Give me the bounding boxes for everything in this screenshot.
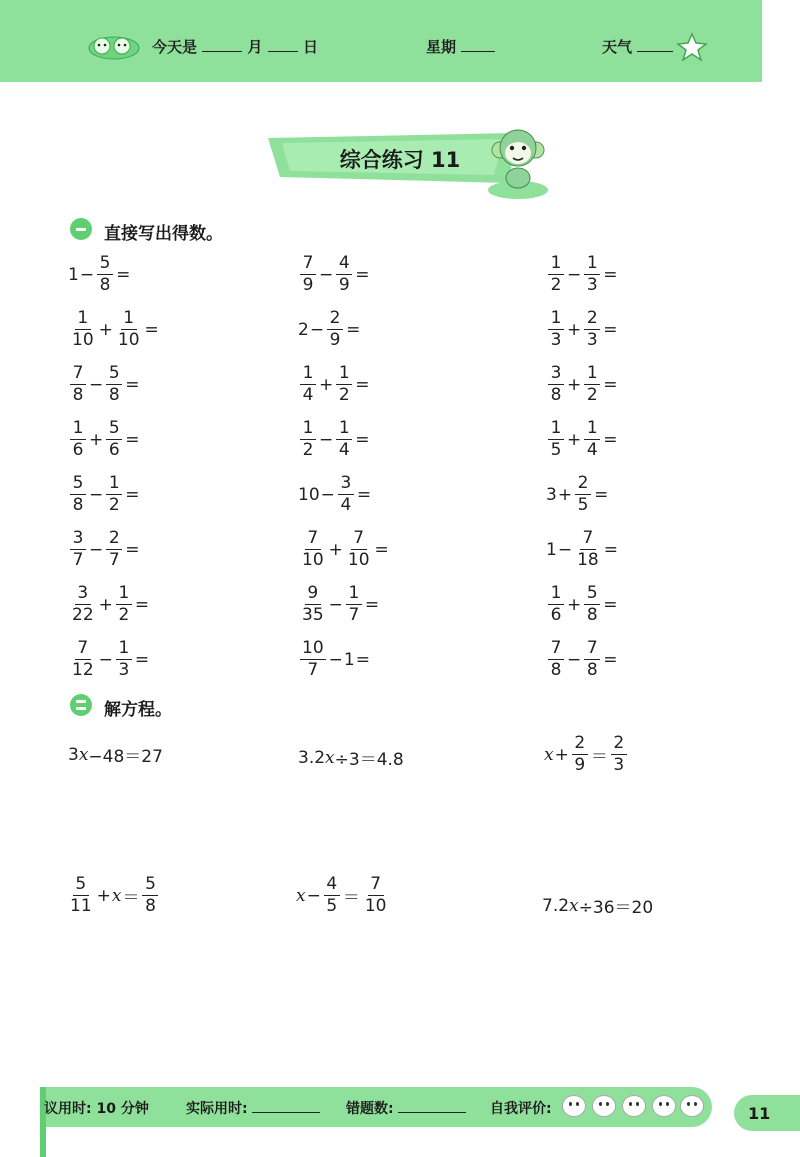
denominator: 2 xyxy=(338,385,350,405)
numerator: 1 xyxy=(300,420,316,440)
arithmetic-problem xyxy=(298,255,371,294)
arithmetic-problem xyxy=(298,310,361,349)
operator: + xyxy=(328,539,343,560)
operator: + xyxy=(567,319,582,340)
equals-sign: = xyxy=(356,484,372,505)
fraction xyxy=(548,640,564,679)
numerator: 5 xyxy=(106,365,122,385)
fraction xyxy=(70,530,86,569)
arithmetic-problem xyxy=(68,640,150,679)
equals-sign: = xyxy=(125,539,140,560)
denominator: 9 xyxy=(338,275,350,295)
numerator: 3 xyxy=(70,530,86,550)
arithmetic-problem xyxy=(546,585,619,624)
fraction xyxy=(70,585,96,624)
section-one-title: 直接写出得数。 xyxy=(104,224,223,244)
equation-5: x − $\frac{4}{5}$ ＝ $\frac{7}{10}$ xyxy=(296,874,387,916)
numerator: 3 xyxy=(75,585,91,605)
numerator: 5 xyxy=(97,255,113,275)
denominator: 6 xyxy=(550,605,562,625)
equals-sign: = xyxy=(603,429,618,450)
denominator: 8 xyxy=(550,385,562,405)
denominator: 7 xyxy=(348,605,360,625)
denominator: 7 xyxy=(307,660,319,680)
denominator: 2 xyxy=(550,275,562,295)
fraction xyxy=(116,585,132,624)
arithmetic-problem xyxy=(68,420,141,459)
denominator: 4 xyxy=(340,495,352,515)
fraction xyxy=(70,420,86,459)
numerator: 9 xyxy=(305,585,321,605)
numerator: 7 xyxy=(580,530,596,550)
denominator: 10 xyxy=(117,330,140,350)
denominator: 35 xyxy=(302,605,324,625)
weather-blank[interactable] xyxy=(637,50,673,52)
operator: + xyxy=(567,429,582,450)
section-one-icon xyxy=(70,218,92,240)
self-evaluation-label: 自我评价: xyxy=(490,1101,552,1117)
numerator: 7 xyxy=(305,530,321,550)
operator: − xyxy=(319,429,334,450)
arithmetic-problem xyxy=(546,530,619,569)
actual-time: 实际用时: xyxy=(186,1098,320,1118)
operator: − xyxy=(319,264,334,285)
rating-face-icon[interactable] xyxy=(652,1095,676,1117)
equation-3: x + $\frac{2}{9}$ ＝ $\frac{2}{3}$ xyxy=(544,735,629,774)
operator: + xyxy=(89,429,104,450)
fraction xyxy=(584,365,600,404)
fraction xyxy=(548,255,564,294)
page-title: 综合练习 11 xyxy=(339,148,461,172)
numerator: 2 xyxy=(584,310,600,330)
fraction xyxy=(584,420,600,459)
fraction xyxy=(327,310,343,349)
fraction xyxy=(336,420,352,459)
arithmetic-problem xyxy=(68,475,141,514)
denominator: 10 xyxy=(347,550,370,570)
arithmetic-problem xyxy=(298,530,390,569)
numerator: 1 xyxy=(548,255,564,275)
fraction xyxy=(300,365,316,404)
equals-sign: = xyxy=(125,484,140,505)
equals-sign: = xyxy=(355,264,370,285)
suggested-time: 议用时: 10 分钟 xyxy=(44,1101,149,1117)
equation-4: $\frac{5}{11}$ + x ＝ $\frac{5}{8}$ xyxy=(66,876,160,915)
equation-6: 7.2 x ÷36＝20 xyxy=(542,895,654,918)
equals-sign: = xyxy=(355,649,370,670)
fraction xyxy=(70,640,96,679)
denominator: 8 xyxy=(72,385,84,405)
operator: − xyxy=(567,649,582,670)
operator: − xyxy=(89,484,104,505)
numerator: 3 xyxy=(548,365,564,385)
denominator: 3 xyxy=(586,330,598,350)
rating-face-icon[interactable] xyxy=(622,1095,646,1117)
denominator: 8 xyxy=(550,660,562,680)
fraction xyxy=(300,420,316,459)
numerator: 5 xyxy=(584,585,600,605)
numerator: 1 xyxy=(106,475,122,495)
day-blank[interactable] xyxy=(268,50,298,52)
operator: + xyxy=(98,594,113,615)
fraction xyxy=(575,475,591,514)
equals-sign: = xyxy=(355,374,370,395)
fraction xyxy=(300,255,316,294)
equation-1: 3 x −48＝27 xyxy=(68,744,163,767)
fraction xyxy=(584,255,600,294)
operator: − xyxy=(89,374,104,395)
numerator: 1 xyxy=(548,310,564,330)
fraction xyxy=(346,585,362,624)
numerator: 2 xyxy=(106,530,122,550)
fraction xyxy=(548,420,564,459)
page-number: 11 xyxy=(748,1104,771,1123)
rating-face-icon[interactable] xyxy=(562,1095,586,1117)
denominator: 7 xyxy=(72,550,84,570)
denominator: 3 xyxy=(550,330,562,350)
section-two-title: 解方程。 xyxy=(104,700,172,720)
fraction xyxy=(106,475,122,514)
section-two-icon xyxy=(70,694,92,716)
numerator: 7 xyxy=(70,365,86,385)
whole-number: 1 xyxy=(546,539,557,560)
monkey-icon xyxy=(478,120,550,200)
arithmetic-problem xyxy=(546,475,609,514)
denominator: 8 xyxy=(108,385,120,405)
equals-sign: = xyxy=(134,594,150,615)
numerator: 1 xyxy=(121,310,137,330)
denominator: 8 xyxy=(586,605,598,625)
numerator: 1 xyxy=(336,365,352,385)
numerator: 7 xyxy=(351,530,367,550)
whole-number: 10 xyxy=(298,484,320,505)
denominator: 18 xyxy=(577,550,599,570)
peas-icon xyxy=(88,30,140,60)
operator: + xyxy=(319,374,334,395)
denominator: 5 xyxy=(550,440,562,460)
denominator: 8 xyxy=(586,660,598,680)
operator: − xyxy=(98,649,113,670)
numerator: 2 xyxy=(327,310,343,330)
denominator: 6 xyxy=(72,440,84,460)
star-icon xyxy=(676,32,708,62)
equals-sign: = xyxy=(603,649,618,670)
operator: − xyxy=(557,539,573,560)
fraction xyxy=(70,310,96,349)
equals-sign: = xyxy=(603,374,618,395)
numerator: 1 xyxy=(346,585,362,605)
fraction xyxy=(338,475,354,514)
denominator: 5 xyxy=(577,495,589,515)
fraction xyxy=(106,530,122,569)
fraction xyxy=(336,365,352,404)
denominator: 9 xyxy=(329,330,341,350)
denominator: 22 xyxy=(72,605,94,625)
arithmetic-problem xyxy=(298,420,371,459)
denominator: 8 xyxy=(99,275,111,295)
weekday-blank[interactable] xyxy=(461,50,495,52)
weather-line: 天气 xyxy=(602,36,673,57)
fraction xyxy=(300,530,326,569)
arithmetic-problem xyxy=(546,420,619,459)
denominator: 10 xyxy=(302,550,324,570)
operator: + xyxy=(567,374,582,395)
operator: − xyxy=(328,594,343,615)
fraction xyxy=(548,365,564,404)
arithmetic-problem xyxy=(68,365,141,404)
equals-sign: = xyxy=(134,649,150,670)
equals-sign: = xyxy=(603,539,618,560)
error-count-blank[interactable] xyxy=(398,1111,466,1113)
arithmetic-problem xyxy=(68,255,131,294)
fraction xyxy=(548,310,564,349)
arithmetic-problem xyxy=(298,475,372,514)
numerator: 4 xyxy=(336,255,352,275)
fraction xyxy=(584,585,600,624)
equals-sign: = xyxy=(594,484,609,505)
arithmetic-problem xyxy=(68,585,150,624)
rating-face-icon[interactable] xyxy=(592,1095,616,1117)
fraction xyxy=(300,640,326,679)
numerator: 10 xyxy=(302,638,324,658)
whole-number: 3 xyxy=(546,484,557,505)
fraction xyxy=(97,255,113,294)
fraction xyxy=(575,530,601,569)
fraction xyxy=(584,640,600,679)
numerator: 1 xyxy=(75,310,91,330)
equals-sign: = xyxy=(355,429,370,450)
equals-sign: = xyxy=(603,319,618,340)
denominator: 8 xyxy=(72,495,84,515)
arithmetic-problem xyxy=(68,310,160,349)
equals-sign: = xyxy=(346,319,361,340)
numerator: 5 xyxy=(70,475,86,495)
numerator: 1 xyxy=(70,420,86,440)
denominator: 7 xyxy=(108,550,120,570)
rating-face-icon[interactable] xyxy=(680,1095,704,1117)
error-count: 错题数: xyxy=(346,1098,466,1118)
numerator: 7 xyxy=(584,640,600,660)
fraction xyxy=(300,585,326,624)
actual-time-blank[interactable] xyxy=(252,1111,320,1113)
operator: − xyxy=(567,264,582,285)
denominator: 3 xyxy=(586,275,598,295)
whole-number: 1 xyxy=(68,264,79,285)
denominator: 12 xyxy=(72,660,94,680)
date-line: 今天是 月 日 xyxy=(152,38,318,56)
numerator: 1 xyxy=(116,640,132,660)
numerator: 1 xyxy=(548,420,564,440)
numerator: 7 xyxy=(75,640,91,660)
numerator: 7 xyxy=(300,255,316,275)
arithmetic-problem xyxy=(68,530,141,569)
arithmetic-problem xyxy=(546,255,619,294)
denominator: 2 xyxy=(302,440,314,460)
operator: − xyxy=(89,539,104,560)
whole-number: 1 xyxy=(343,649,355,670)
numerator: 2 xyxy=(575,475,591,495)
fraction xyxy=(106,365,122,404)
operator: − xyxy=(309,319,325,340)
denominator: 6 xyxy=(108,440,120,460)
numerator: 1 xyxy=(584,420,600,440)
operator: − xyxy=(320,484,335,505)
fraction xyxy=(336,255,352,294)
fraction xyxy=(584,310,600,349)
equals-sign: = xyxy=(144,319,159,340)
equals-sign: = xyxy=(125,429,140,450)
operator: − xyxy=(79,264,95,285)
denominator: 4 xyxy=(586,440,598,460)
denominator: 4 xyxy=(302,385,314,405)
equals-sign: = xyxy=(364,594,380,615)
numerator: 1 xyxy=(548,585,564,605)
numerator: 1 xyxy=(300,365,316,385)
equals-sign: = xyxy=(116,264,131,285)
arithmetic-problem xyxy=(546,310,619,349)
fraction xyxy=(346,530,372,569)
numerator: 1 xyxy=(116,585,132,605)
equals-sign: = xyxy=(603,264,618,285)
denominator: 10 xyxy=(72,330,94,350)
fraction xyxy=(548,585,564,624)
numerator: 1 xyxy=(584,255,600,275)
arithmetic-problem xyxy=(298,585,380,624)
equals-sign: = xyxy=(125,374,140,395)
equals-sign: = xyxy=(603,594,618,615)
arithmetic-problem xyxy=(546,640,619,679)
fraction xyxy=(116,640,132,679)
operator: + xyxy=(567,594,582,615)
denominator: 2 xyxy=(586,385,598,405)
arithmetic-problem xyxy=(546,365,619,404)
numerator: 1 xyxy=(584,365,600,385)
operator: + xyxy=(557,484,573,505)
denominator: 2 xyxy=(118,605,130,625)
weekday-line: 星期 xyxy=(426,36,495,57)
denominator: 9 xyxy=(302,275,314,295)
denominator: 2 xyxy=(108,495,120,515)
whole-number: 2 xyxy=(298,319,309,340)
month-blank[interactable] xyxy=(202,50,242,52)
arithmetic-problem xyxy=(298,640,371,679)
numerator: 7 xyxy=(548,640,564,660)
operator: − xyxy=(328,649,343,670)
operator: + xyxy=(98,319,113,340)
header-wave xyxy=(0,62,762,86)
denominator: 3 xyxy=(118,660,130,680)
numerator: 3 xyxy=(338,475,354,495)
numerator: 5 xyxy=(106,420,122,440)
fraction xyxy=(70,365,86,404)
fraction xyxy=(116,310,142,349)
fraction xyxy=(106,420,122,459)
fraction xyxy=(70,475,86,514)
arithmetic-problem xyxy=(298,365,371,404)
equals-sign: = xyxy=(374,539,389,560)
equation-2: 3.2 x ÷3＝4.8 xyxy=(298,747,404,770)
numerator: 1 xyxy=(336,420,352,440)
denominator: 4 xyxy=(338,440,350,460)
